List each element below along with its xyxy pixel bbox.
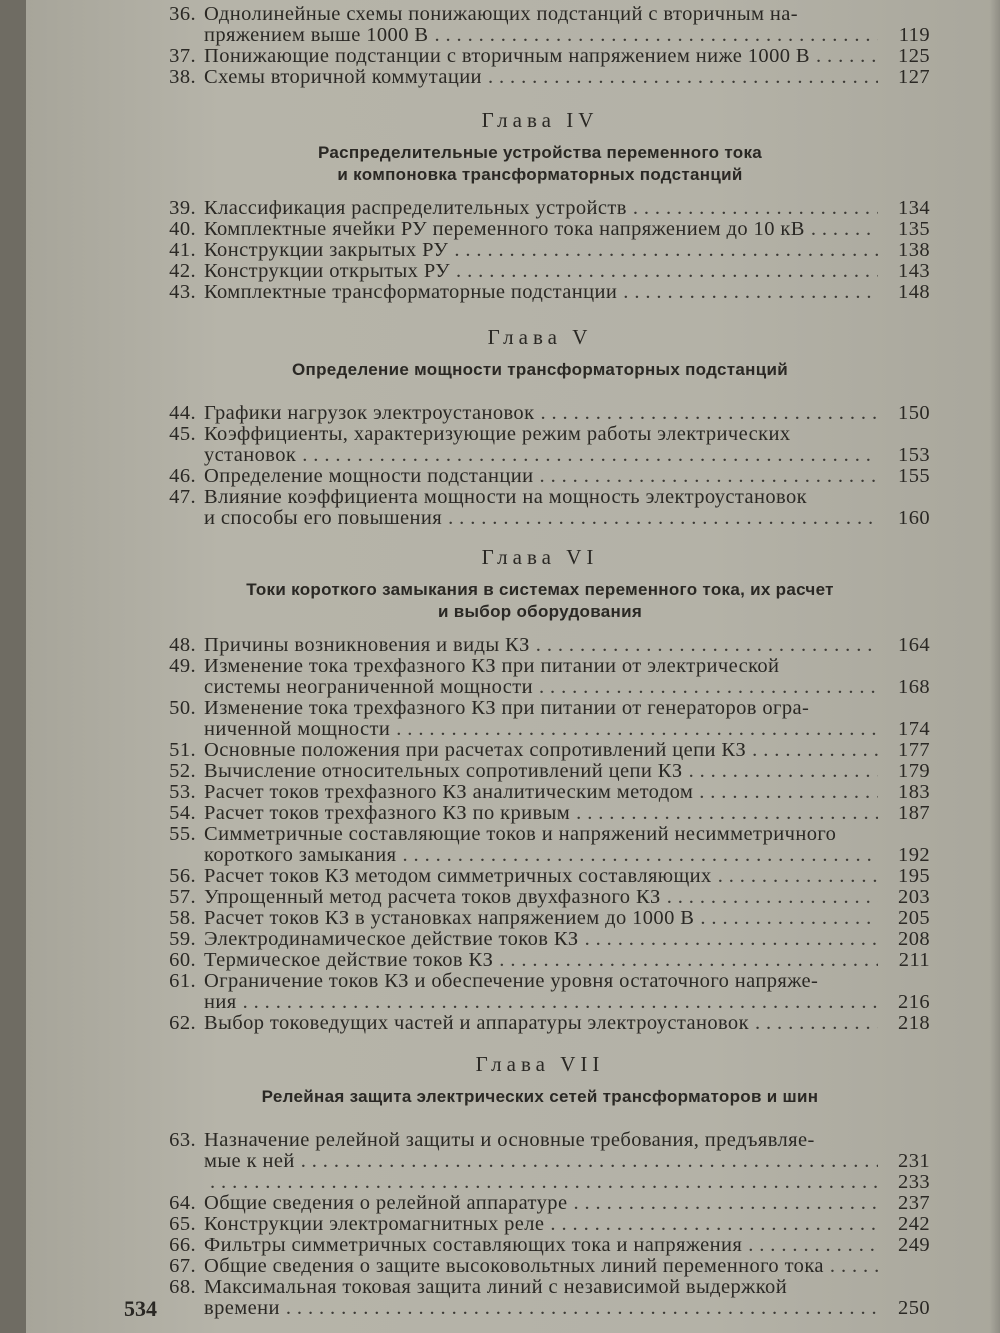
toc-entry-line [130,887,930,908]
dot-leader [700,908,878,929]
entry-title: Классификация распределительных устройств [204,197,627,219]
toc-entry [130,261,930,282]
entry-title: Причины возникновения и виды КЗ [204,634,530,656]
toc-entry-line [130,1298,930,1319]
toc-entry [130,971,930,1013]
dot-leader [540,403,878,424]
dot-leader [536,635,878,656]
entry-page: 249 [898,1234,930,1256]
entry-number: 41. [169,239,196,261]
toc-entry-line [130,782,930,803]
entry-title: Конструкции закрытых РУ [204,239,449,261]
entry-number: 66. [169,1234,196,1256]
toc-entry-line [130,282,930,303]
entry-page: 160 [898,507,930,529]
entry-page: 233 [898,1171,930,1193]
toc-entry-line [130,198,930,219]
toc-entry-line [130,219,930,240]
chapter-title [150,579,930,623]
entry-title: установок [204,444,297,466]
entry-number: 37. [169,45,196,67]
entry-number: 39. [169,197,196,219]
book-page [26,0,1000,1333]
entry-page: 150 [898,402,930,424]
entry-page: 211 [898,949,930,971]
entry-title: Коэффициенты, характеризующие режим работы электрических [204,423,791,445]
entry-title: Комплектные трансформаторные подстанции [204,281,618,303]
toc-entry-line [130,824,930,845]
entry-page: 231 [898,1150,930,1172]
toc-entry [130,1172,930,1193]
dot-leader [633,198,878,219]
entry-title: Графики нагрузок электроустановок [204,402,535,424]
chapter-title [150,1086,930,1108]
chapter-title-line: и компоновка трансформаторных подстанций [337,165,743,184]
toc-entry-line [130,698,930,719]
toc-entry [130,219,930,240]
toc-entry-line [130,992,930,1013]
entry-title: Комплектные ячейки РУ переменного тока напряжением до 10 кВ [204,218,805,240]
entry-title: Понижающие подстанции с вторичным напряжением ниже 1000 В [204,45,810,67]
entry-number: 58. [169,907,196,929]
dot-leader [286,1298,878,1319]
chapter-title-line: Релейная защита электрических сетей трансформаторов и шин [261,1087,819,1106]
entry-title: и способы его повышения [204,507,443,529]
toc-entry-line [130,845,930,866]
chapter-title-line: Распределительные устройства переменного тока [317,143,763,162]
chapter-title-line: Токи короткого замыкания в системах переменного тока, их расчет [246,580,834,599]
toc-entry [130,1235,930,1256]
dot-leader [302,445,878,466]
toc-entry [130,761,930,782]
dot-leader [402,845,878,866]
toc-entry-line [130,656,930,677]
dot-leader [816,46,878,67]
entry-title: Расчет токов КЗ методом симметричных составляющих [204,865,712,887]
toc-entry-line [130,403,930,424]
chapter-title [150,359,930,381]
toc-entry [130,67,930,88]
entry-number: 59. [169,928,196,950]
dot-leader [755,1013,878,1034]
dot-leader [689,761,878,782]
toc-entry-line [130,1130,930,1151]
toc-entry-line [130,1013,930,1034]
entry-page: 216 [898,991,930,1013]
dot-leader [752,740,878,761]
entry-number: 65. [169,1213,196,1235]
entry-number: 44. [169,402,196,424]
toc-entry-line [130,1277,930,1298]
toc-entry-line [130,740,930,761]
dot-leader [576,803,878,824]
toc-entry-line [130,508,930,529]
entry-title: Симметричные составляющие токов и напряжений несимметричного [204,823,837,845]
toc-entry-line [130,866,930,887]
toc-entry [130,1130,930,1172]
toc-entry [130,635,930,656]
entry-title: Расчет токов трехфазного КЗ аналитическим методом [204,781,694,803]
entry-number: 43. [169,281,196,303]
dot-leader [699,782,878,803]
entry-page: 242 [898,1213,930,1235]
entry-title: Ограничение токов КЗ и обеспечение уровня остаточного напряже- [204,970,819,992]
toc-entry-line [130,1235,930,1256]
toc-entry-line [130,445,930,466]
entry-title: ния [204,991,237,1013]
chapter-heading: Глава V [487,325,593,349]
entry-number: 63. [169,1129,196,1151]
dot-leader [301,1151,878,1172]
entry-number: 38. [169,66,196,88]
entry-title: Вычисление относительных сопротивлений цепи КЗ [204,760,683,782]
entry-number: 57. [169,886,196,908]
dot-leader [210,1172,878,1193]
toc-entry-line [130,46,930,67]
entry-number: 46. [169,465,196,487]
entry-title: Конструкции открытых РУ [204,260,451,282]
entry-number: 36. [169,3,196,25]
entry-page: 135 [898,218,930,240]
entry-page: 164 [898,634,930,656]
toc-entry [130,1277,930,1319]
entry-title: Расчет токов КЗ в установках напряжением до 1000 В [204,907,695,929]
entry-number: 67. [169,1255,196,1277]
toc-entry [130,1214,930,1235]
toc-entry [130,1256,930,1277]
entry-title: Термическое действие токов КЗ [204,949,494,971]
toc-entry [130,866,930,887]
toc-entry-line [130,803,930,824]
entry-page: 125 [898,45,930,67]
entry-page: 179 [898,760,930,782]
dot-leader [396,719,878,740]
dot-leader [748,1235,878,1256]
entry-title: Электродинамическое действие токов КЗ [204,928,579,950]
toc-entry [130,46,930,67]
chapter-title-line: Определение мощности трансформаторных подстанций [292,360,788,379]
toc-entry [130,929,930,950]
toc-entry-line [130,950,930,971]
toc-entry [130,403,930,424]
toc-entry [130,487,930,529]
dot-leader [243,992,878,1013]
entry-number: 40. [169,218,196,240]
entry-page: 187 [898,802,930,824]
toc-entry-line [130,1256,930,1277]
toc-entry [130,1193,930,1214]
toc-entry [130,4,930,46]
toc-entry-line [130,929,930,950]
dot-leader [573,1193,878,1214]
entry-title: Общие сведения о релейной аппаратуре [204,1192,568,1214]
dot-leader [811,219,878,240]
entry-page: 134 [898,197,930,219]
toc-entry [130,656,930,698]
entry-title: Расчет токов трехфазного КЗ по кривым [204,802,571,824]
dot-leader [585,929,878,950]
toc-entry [130,1013,930,1034]
toc-entry-line [130,908,930,929]
entry-title: мые к ней [204,1150,295,1172]
entry-page: 195 [898,865,930,887]
entry-page: 250 [898,1297,930,1319]
toc-entry [130,198,930,219]
entry-page: 218 [898,1012,930,1034]
toc-entry [130,240,930,261]
entry-title: Определение мощности подстанции [204,465,534,487]
entry-page: 192 [898,844,930,866]
entry-title: времени [204,1297,280,1319]
entry-page: 174 [898,718,930,740]
entry-number: 53. [169,781,196,803]
dot-leader [623,282,878,303]
entry-page: 177 [898,739,930,761]
toc-entry-line [130,261,930,282]
entry-number: 68. [169,1276,196,1298]
chapter-title-line: и выбор оборудования [437,602,643,621]
dot-leader [434,25,878,46]
entry-page: 237 [898,1192,930,1214]
toc-entry [130,740,930,761]
dot-leader [540,466,878,487]
toc-entry-line [130,67,930,88]
chapter-heading: Глава VII [475,1052,605,1076]
chapter-title [150,142,930,186]
entry-page: 183 [898,781,930,803]
toc-entry-line [130,761,930,782]
entry-number: 49. [169,655,196,677]
entry-title: Общие сведения о защите высоковольтных линий переменного тока [204,1255,824,1277]
entry-title: Упрощенный метод расчета токов двухфазного КЗ [204,886,661,908]
toc-entry-line [130,466,930,487]
chapter-heading: Глава VI [481,545,599,569]
toc-entry-line [130,1193,930,1214]
entry-page: 148 [898,281,930,303]
entry-number: 56. [169,865,196,887]
entry-title: Однолинейные схемы понижающих подстанций с вторичным на- [204,3,799,25]
toc-entry-line [130,971,930,992]
entry-page: 203 [898,886,930,908]
dot-leader [550,1214,878,1235]
toc-entry-line [130,1172,930,1193]
entry-title: Схемы вторичной коммутации [204,66,482,88]
toc-entry [130,887,930,908]
toc-entry [130,824,930,866]
dot-leader [488,67,878,88]
entry-title: пряжением выше 1000 В [204,24,429,46]
entry-title: Максимальная токовая защита линий с независимой выдержкой [204,1276,788,1298]
toc-entry-line [130,487,930,508]
entry-title: Влияние коэффициента мощности на мощность электроустановок [204,486,807,508]
toc-entry [130,466,930,487]
dot-leader [539,677,878,698]
toc-entry [130,803,930,824]
dot-leader [456,261,878,282]
entry-number: 48. [169,634,196,656]
toc-entry [130,950,930,971]
toc-entry-line [130,240,930,261]
page-edge [990,0,1000,1333]
entry-number: 47. [169,486,196,508]
dot-leader [454,240,878,261]
toc-entry-line [130,1214,930,1235]
entry-title: Фильтры симметричных составляющих тока и напряжения [204,1234,743,1256]
entry-number: 45. [169,423,196,445]
dot-leader [830,1256,878,1277]
toc-entry-line [130,719,930,740]
dot-leader [499,950,878,971]
entry-title: короткого замыкания [204,844,397,866]
toc-entry-line [130,25,930,46]
entry-title: Изменение тока трехфазного КЗ при питании от электрической [204,655,780,677]
dot-leader [718,866,878,887]
entry-number: 62. [169,1012,196,1034]
toc-entry [130,908,930,929]
toc-entry [130,782,930,803]
entry-page: 205 [898,907,930,929]
toc-entry [130,282,930,303]
page-number: 534 [124,1296,157,1321]
entry-number: 55. [169,823,196,845]
entry-page: 208 [898,928,930,950]
entry-page: 119 [898,24,930,46]
chapter-heading: Глава IV [481,108,599,132]
toc-entry-line [130,424,930,445]
entry-page: 127 [898,66,930,88]
entry-number: 64. [169,1192,196,1214]
entry-number: 42. [169,260,196,282]
entry-number: 50. [169,697,196,719]
toc-entry [130,698,930,740]
entry-page: 168 [898,676,930,698]
entry-page: 155 [898,465,930,487]
dot-leader [667,887,878,908]
entry-page: 143 [898,260,930,282]
entry-title: системы неограниченной мощности [204,676,533,698]
toc-entry-line [130,677,930,698]
entry-number: 61. [169,970,196,992]
entry-title: Конструкции электромагнитных реле [204,1213,545,1235]
entry-title: Выбор токоведущих частей и аппаратуры электроустановок [204,1012,749,1034]
entry-number: 60. [169,949,196,971]
toc-entry-line [130,4,930,25]
entry-title: Изменение тока трехфазного КЗ при питании от генераторов огра- [204,697,810,719]
entry-number: 51. [169,739,196,761]
entry-title: Назначение релейной защиты и основные требования, предъявляе- [204,1129,815,1151]
toc-entry-line [130,1151,930,1172]
entry-page: 138 [898,239,930,261]
entry-title: ниченной мощности [204,718,391,740]
dot-leader [448,508,878,529]
toc-entry-line [130,635,930,656]
entry-number: 52. [169,760,196,782]
toc-entry [130,424,930,466]
entry-number: 54. [169,802,196,824]
entry-title: Основные положения при расчетах сопротивлений цепи КЗ [204,739,747,761]
entry-page: 153 [898,444,930,466]
